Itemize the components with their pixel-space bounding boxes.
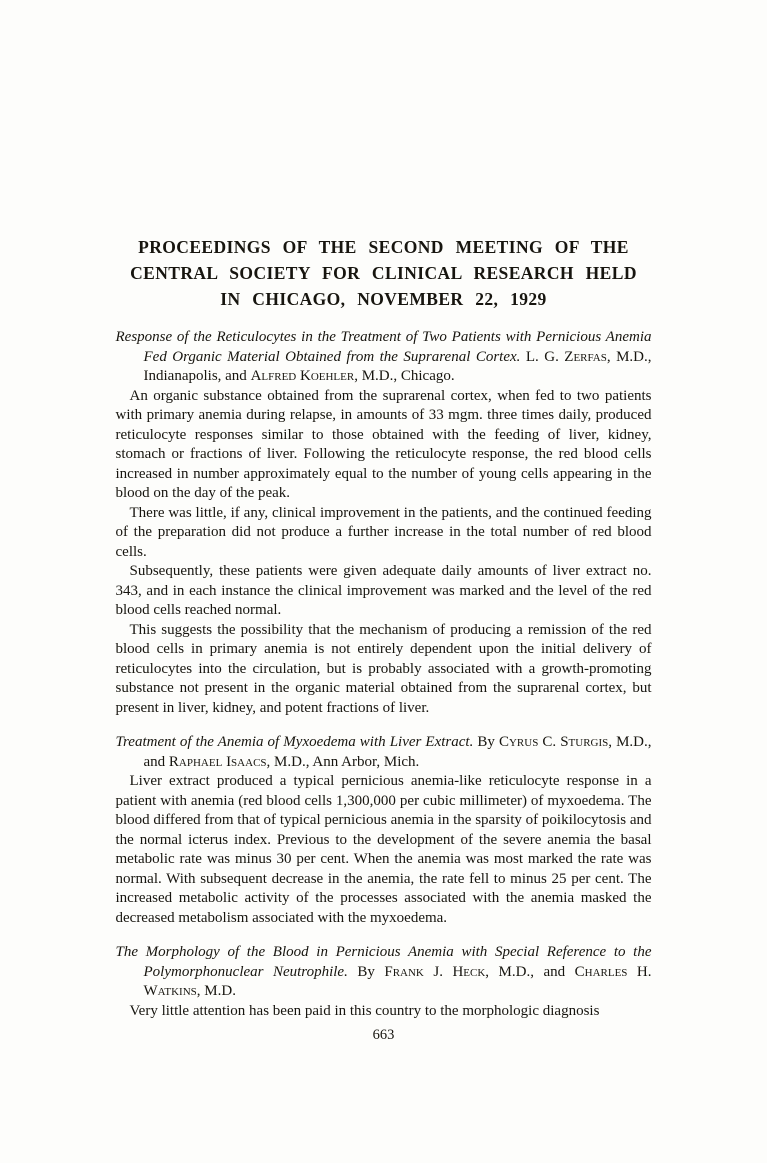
abstract-title-text: Response of the Reticulocytes in the Treatment of Two Patients with Pernicious Anemia Fed Organic Material Obtained from the Suprarenal Cortex.	[115, 329, 652, 365]
heading-text: By	[473, 734, 499, 750]
abstract-title-text: Treatment of the Anemia of Myxoedema with Liver Extract.	[115, 734, 474, 750]
abstract-heading	[116, 733, 652, 772]
author-name: Cyrus C. Sturgis	[498, 734, 609, 750]
heading-text: , M.D., Indianapolis, and	[143, 348, 652, 384]
heading-text: L. G.	[520, 348, 565, 365]
title-line-1: PROCEEDINGS OF THE SECOND MEETING OF THE	[138, 237, 629, 257]
abstract-title-text: The Morphology of the Blood in Pernicious Anemia with Special Reference to the Polymorphonuclear Neutrophile.	[115, 944, 652, 980]
heading-text: By	[347, 963, 385, 980]
author-name: Alfred Koehler	[250, 368, 355, 384]
abstract-section	[116, 733, 652, 928]
title-line-2: CENTRAL SOCIETY FOR CLINICAL RESEARCH HELD	[130, 263, 637, 283]
abstract-section	[116, 943, 652, 1021]
heading-text: , M.D., Ann Arbor, Mich.	[266, 753, 420, 770]
abstract-paragraph: Subsequently, these patients were given adequate daily amounts of liver extract no. 343, and in each instance the clinical improvement was marked and the level of the red blood cells reached normal.	[115, 563, 652, 618]
journal-page	[116, 0, 652, 1044]
title-line-3: IN CHICAGO, NOVEMBER 22, 1929	[220, 289, 547, 309]
heading-text: , M.D.	[196, 983, 236, 999]
abstracts	[116, 328, 652, 1021]
author-name: Raphael Isaacs	[168, 753, 267, 770]
page-number: 663	[372, 1027, 395, 1043]
heading-text: , M.D., and	[485, 963, 575, 980]
abstract-heading	[116, 328, 652, 387]
abstract-paragraph: This suggests the possibility that the mechanism of producing a remission of the red blood cells in primary anemia is not entirely dependent upon the initial delivery of reticulocytes into the circulation, but is probably associated with a growth-promoting substance not present in the organic material obtained from the suprarenal cortex, but present in liver, kidney, and potent fractions of liver.	[115, 621, 652, 716]
abstract-heading	[116, 943, 652, 1002]
abstract-paragraph: There was little, if any, clinical improvement in the patients, and the continued feeding of the preparation did not produce a further increase in the total number of red blood cells.	[115, 504, 652, 560]
proceedings-title	[116, 234, 652, 312]
heading-text: , M.D., Chicago.	[354, 368, 455, 384]
abstract-paragraph: Very little attention has been paid in this country to the morphologic diagnosis	[129, 1002, 600, 1019]
author-name: Frank J. Heck	[384, 963, 486, 980]
heading-text: , M.D., and	[143, 734, 652, 770]
author-name: Zerfas	[564, 348, 607, 365]
abstract-paragraph: An organic substance obtained from the suprarenal cortex, when fed to two patients with primary anemia during relapse, in amounts of 33 mgm. three times daily, produced reticulocyte responses similar to those obtained with the feeding of liver, kidney, stomach or fractions of liver. Following the reticulocyte response, the red blood cells increased in number approximately equal to the number of young cells appearing in the blood on the day of the peak.	[115, 387, 652, 501]
author-name: Charles H. Watkins	[143, 963, 652, 999]
abstract-paragraph: Liver extract produced a typical pernicious anemia-like reticulocyte response in a patient with anemia (red blood cells 1,300,000 per cubic millimeter) of myxoedema. The blood differed from that of typical pernicious anemia in the sparsity of poikilocytosis and the normal icterus index. Previous to the development of the severe anemia the basal metabolic rate was minus 30 per cent. When the anemia was most marked the rate was normal. With subsequent decrease in the anemia, the rate fell to minus 25 per cent. The increased metabolic activity of the processes associated with the anemia masked the decreased metabolism associated with the myxoedema.	[115, 773, 652, 926]
abstract-section	[116, 328, 652, 718]
